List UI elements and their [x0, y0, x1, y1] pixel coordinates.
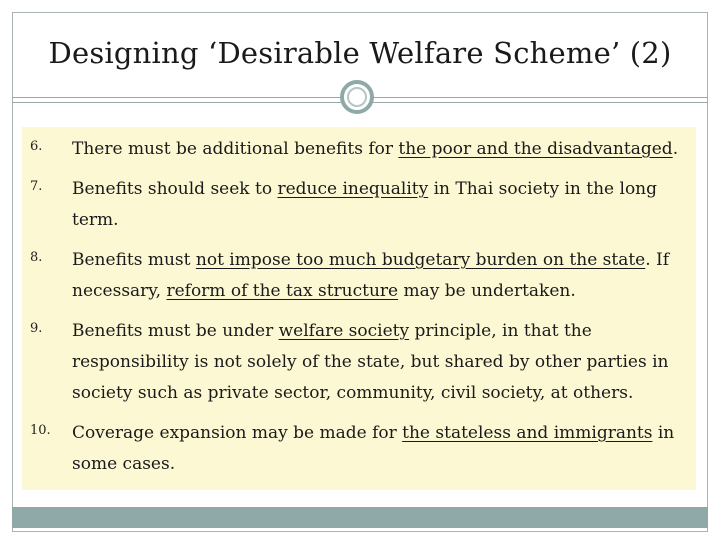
text-segment: Benefits should seek to: [72, 179, 278, 199]
list-item: [30, 134, 698, 165]
list-item-text: [72, 316, 698, 409]
list-item: [30, 245, 698, 307]
text-segment: There must be additional benefits for: [72, 139, 399, 159]
footer-bar: [12, 507, 708, 528]
slide-title: Designing ‘Desirable Welfare Scheme’ (2): [48, 36, 672, 70]
text-segment: Benefits must: [72, 250, 196, 270]
list-item-text: [72, 134, 698, 165]
text-segment: may be undertaken.: [398, 281, 576, 301]
text-segment: in some cases.: [72, 423, 675, 474]
text-segment: .: [672, 139, 679, 159]
text-segment: principle, in that the responsibility is not solely of the state, but shared by other parties in society such as private sector, community, civil society, at others.: [72, 321, 669, 403]
underlined-phrase: reform of the tax structure: [166, 281, 399, 301]
circle-ornament-icon: [340, 80, 374, 114]
text-segment: Coverage expansion may be made for: [72, 423, 403, 443]
underlined-phrase: not impose too much budgetary burden on the state: [195, 250, 646, 270]
underlined-phrase: the stateless and immigrants: [402, 423, 653, 443]
text-segment: . If necessary,: [72, 250, 670, 301]
list-item: [30, 174, 698, 236]
list-item-number: 9.: [30, 321, 43, 336]
list-item-number: 7.: [30, 179, 43, 194]
underlined-phrase: welfare society: [278, 321, 410, 341]
text-segment: in Thai society in the long term.: [72, 179, 658, 230]
list-item-text: [72, 174, 698, 236]
list-item-number: 10.: [30, 423, 51, 438]
list-item-number: 6.: [30, 139, 43, 154]
list-item: [30, 418, 698, 480]
text-segment: Benefits must be under: [72, 321, 279, 341]
numbered-list: [30, 134, 698, 489]
list-item-text: [72, 418, 698, 480]
underlined-phrase: reduce inequality: [277, 179, 429, 199]
list-item: [30, 316, 698, 409]
underlined-phrase: the poor and the disadvantaged: [398, 139, 673, 159]
list-item-number: 8.: [30, 250, 43, 265]
list-item-text: [72, 245, 698, 307]
